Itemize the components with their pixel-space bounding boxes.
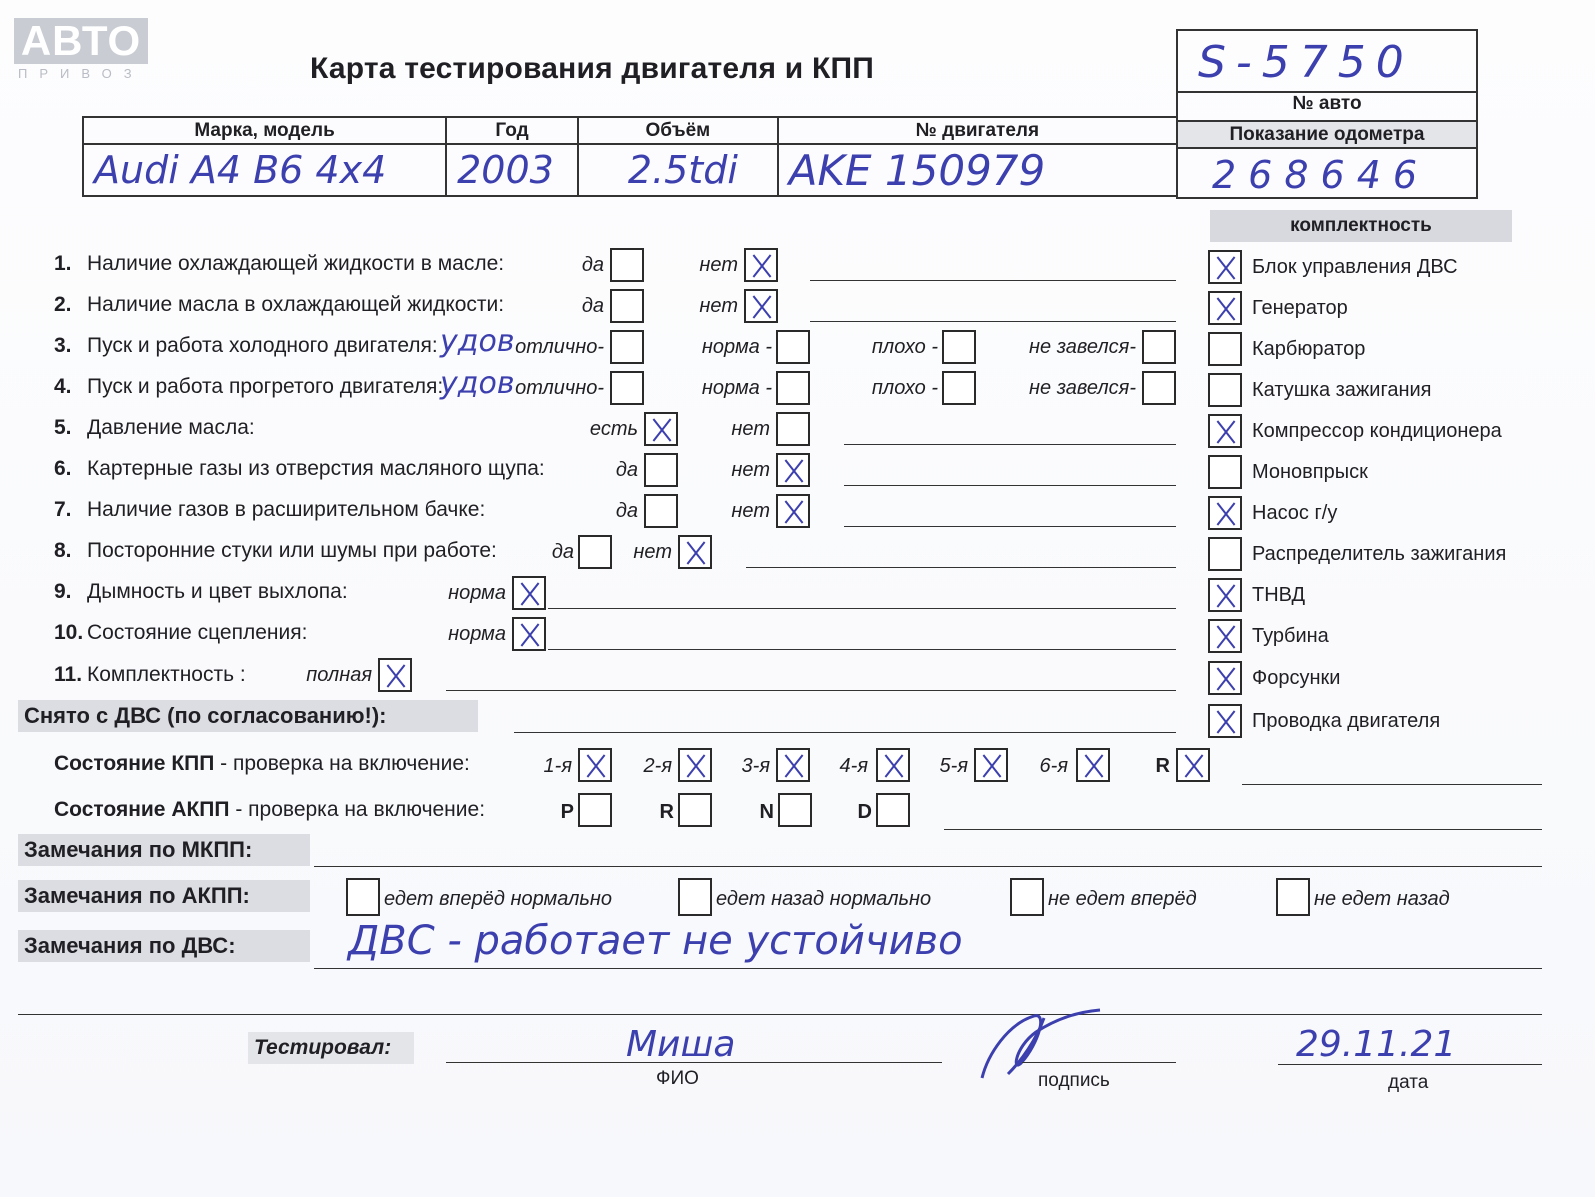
gear-label: 5-я xyxy=(939,755,968,777)
item-3-bad-checkbox[interactable] xyxy=(942,330,976,364)
logo-main-text: АВТО xyxy=(14,18,148,64)
ignition-coil-checkbox[interactable] xyxy=(1208,373,1242,407)
power-steering-pump-checkbox[interactable] xyxy=(1208,496,1242,530)
item-7-no-checkbox[interactable] xyxy=(776,494,810,528)
option-label: нет xyxy=(731,459,770,481)
ac-compressor-checkbox[interactable] xyxy=(1208,414,1242,448)
akpp-row-label xyxy=(54,798,485,822)
signature-line xyxy=(1022,1062,1176,1063)
odometer-handwritten: 268646 xyxy=(1212,153,1430,197)
gear-label: 1-я xyxy=(543,755,572,777)
injectors-checkbox[interactable] xyxy=(1208,661,1242,695)
write-line xyxy=(844,526,1176,527)
mode-label: P xyxy=(560,801,574,823)
mode-p-checkbox[interactable] xyxy=(578,793,612,827)
power-steering-pump-label: Насос г/у xyxy=(1252,502,1338,524)
item-text: Наличие масла в охлаждающей жидкости: xyxy=(87,293,505,316)
car-number-handwritten: S-5750 xyxy=(1198,37,1414,88)
write-line xyxy=(844,444,1176,445)
gear-label: 3-я xyxy=(741,755,770,777)
item-text: Дымность и цвет выхлопа: xyxy=(87,580,348,603)
item-text: Наличие охлаждающей жидкости в масле: xyxy=(87,252,505,275)
vehicle-info-table xyxy=(82,116,1178,197)
item-number: 10. xyxy=(54,621,84,644)
option-label: да xyxy=(615,500,638,522)
item-number: 1. xyxy=(54,252,72,275)
akpp-option-label: не едет назад xyxy=(1314,888,1450,910)
mode-r-checkbox[interactable] xyxy=(678,793,712,827)
gear-label: 4-я xyxy=(839,755,868,777)
option-label: нет xyxy=(731,500,770,522)
akpp-option-label: не едет вперёд xyxy=(1048,888,1197,910)
odometer-label: Показание одометра xyxy=(1178,122,1476,147)
gear-1-checkbox[interactable] xyxy=(578,748,612,782)
engine-wiring-checkbox[interactable] xyxy=(1208,704,1242,738)
engine-number-handwritten: AKE 150979 xyxy=(778,144,1177,196)
item-7-yes-checkbox[interactable] xyxy=(644,494,678,528)
mode-label: R xyxy=(659,801,674,823)
write-line xyxy=(844,485,1176,486)
write-line xyxy=(810,321,1176,322)
akpp-forward-normal-checkbox[interactable] xyxy=(346,878,380,916)
item-text: Посторонние стуки или шумы при работе: xyxy=(87,539,497,562)
dvs-remarks-line-2 xyxy=(18,1014,1542,1015)
option-label: не завелся- xyxy=(1029,377,1136,399)
item-number: 2. xyxy=(54,293,72,316)
ac-compressor-label: Компрессор кондиционера xyxy=(1252,420,1502,442)
item-text: Давление масла: xyxy=(87,416,255,439)
item-6-no-checkbox[interactable] xyxy=(776,453,810,487)
gear-label: R xyxy=(1155,755,1170,777)
gear-6-checkbox[interactable] xyxy=(1076,748,1110,782)
gear-2-checkbox[interactable] xyxy=(678,748,712,782)
kpp-label-rest: - проверка на включение: xyxy=(214,752,470,775)
mkpp-remarks-label: Замечания по МКПП: xyxy=(18,834,310,866)
item-text: Наличие газов в расширительном бачке: xyxy=(87,498,486,521)
gear-label: 6-я xyxy=(1039,755,1068,777)
year-label: Год xyxy=(446,117,578,144)
option-label: да xyxy=(581,254,604,276)
mono-injection-checkbox[interactable] xyxy=(1208,455,1242,489)
turbo-checkbox[interactable] xyxy=(1208,619,1242,653)
gear-r-checkbox[interactable] xyxy=(1176,748,1210,782)
akpp-label-bold: Состояние АКПП xyxy=(54,798,230,821)
kpp-line xyxy=(1242,784,1542,785)
date-line xyxy=(1278,1064,1542,1065)
volume-label: Объём xyxy=(578,117,778,144)
akpp-label-rest: - проверка на включение: xyxy=(229,798,486,821)
gear-4-checkbox[interactable] xyxy=(876,748,910,782)
mode-n-checkbox[interactable] xyxy=(778,793,812,827)
option-label: отлично- xyxy=(515,336,604,358)
kpp-row-label xyxy=(54,752,470,776)
fio-label: ФИО xyxy=(656,1068,699,1089)
injection-pump-checkbox[interactable] xyxy=(1208,578,1242,612)
option-label: полная xyxy=(306,664,372,686)
item-4-handwritten: удов xyxy=(440,366,515,401)
injection-pump-label: ТНВД xyxy=(1252,584,1306,606)
car-number-box xyxy=(1176,29,1478,199)
logo-sub-text: ПРИВОЗ xyxy=(18,66,144,81)
distributor-checkbox[interactable] xyxy=(1208,537,1242,571)
item-3-normal-checkbox[interactable] xyxy=(776,330,810,364)
item-3-not-started-checkbox[interactable] xyxy=(1142,330,1176,364)
item-text: Картерные газы из отверстия масляного щупа: xyxy=(87,457,545,480)
item-1-no-checkbox[interactable] xyxy=(744,248,778,282)
write-line xyxy=(746,567,1176,568)
option-label: нет xyxy=(633,541,672,563)
option-label: есть xyxy=(589,418,638,440)
carburetor-label: Карбюратор xyxy=(1252,338,1366,360)
item-8-yes-checkbox[interactable] xyxy=(578,535,612,569)
item-4-excellent-checkbox[interactable] xyxy=(610,371,644,405)
generator-label: Генератор xyxy=(1252,297,1348,319)
option-label: норма - xyxy=(701,336,772,358)
dvs-remarks-label: Замечания по ДВС: xyxy=(18,930,310,962)
item-number: 8. xyxy=(54,539,72,562)
item-6-yes-checkbox[interactable] xyxy=(644,453,678,487)
fio-line xyxy=(446,1062,942,1063)
gear-5-checkbox[interactable] xyxy=(974,748,1008,782)
option-label: плохо - xyxy=(871,336,938,358)
option-label: да xyxy=(615,459,638,481)
item-9-normal-checkbox[interactable] xyxy=(512,576,546,610)
item-number: 3. xyxy=(54,334,72,357)
item-number: 6. xyxy=(54,457,72,480)
distributor-label: Распределитель зажигания xyxy=(1252,543,1507,565)
carburetor-checkbox[interactable] xyxy=(1208,332,1242,366)
signature-label: подпись xyxy=(1038,1070,1110,1091)
gear-label: 2-я xyxy=(643,755,672,777)
item-text: Пуск и работа холодного двигателя: xyxy=(87,334,438,357)
tested-by-label: Тестировал: xyxy=(248,1032,414,1064)
item-3-handwritten: удов xyxy=(440,324,515,359)
option-label: да xyxy=(551,541,574,563)
item-4-not-started-checkbox[interactable] xyxy=(1142,371,1176,405)
volume-handwritten: 2.5tdi xyxy=(578,144,778,196)
removed-parts-label: Снято с ДВС (по согласованию!): xyxy=(18,700,478,732)
option-label: плохо - xyxy=(871,377,938,399)
mode-d-checkbox[interactable] xyxy=(876,793,910,827)
akpp-remarks-label: Замечания по АКПП: xyxy=(18,880,310,912)
year-handwritten: 2003 xyxy=(446,144,578,196)
item-1-yes-checkbox[interactable] xyxy=(610,248,644,282)
mode-label: D xyxy=(857,801,872,823)
mode-label: N xyxy=(759,801,774,823)
option-label: норма - xyxy=(701,377,772,399)
akpp-back-normal-checkbox[interactable] xyxy=(678,878,712,916)
akpp-line xyxy=(944,829,1542,830)
avtoprivoz-logo xyxy=(14,18,148,84)
option-label: нет xyxy=(699,254,738,276)
option-label: нет xyxy=(731,418,770,440)
brand-label: Марка, модель xyxy=(83,117,446,144)
item-4-normal-checkbox[interactable] xyxy=(776,371,810,405)
item-text: Пуск и работа прогретого двигателя: xyxy=(87,375,444,398)
item-text: Комплектность : xyxy=(87,663,246,686)
mkpp-remarks-line xyxy=(314,866,1542,867)
turbo-label: Турбина xyxy=(1252,625,1329,647)
akpp-option-label: едет назад нормально xyxy=(716,888,932,910)
option-label: норма xyxy=(448,582,506,604)
item-number: 11. xyxy=(54,663,83,686)
dvs-remarks-line xyxy=(314,968,1542,969)
akpp-option-label: едет вперёд нормально xyxy=(384,888,613,910)
engine-wiring-label: Проводка двигателя xyxy=(1252,710,1441,732)
completeness-header: комплектность xyxy=(1210,210,1512,242)
date-handwritten: 29.11.21 xyxy=(1296,1024,1457,1065)
ignition-coil-label: Катушка зажигания xyxy=(1252,379,1432,401)
date-label: дата xyxy=(1388,1072,1429,1093)
ecu-checkbox[interactable] xyxy=(1208,250,1242,284)
write-line xyxy=(810,280,1176,281)
write-line xyxy=(548,608,1176,609)
item-5-no-checkbox[interactable] xyxy=(776,412,810,446)
option-label: отлично- xyxy=(515,377,604,399)
ecu-label: Блок управления ДВС xyxy=(1252,256,1458,278)
item-3-excellent-checkbox[interactable] xyxy=(610,330,644,364)
engine-number-label: № двигателя xyxy=(778,117,1177,144)
item-11-full-checkbox[interactable] xyxy=(378,658,412,692)
akpp-no-back-checkbox[interactable] xyxy=(1276,878,1310,916)
brand-handwritten: Audi A4 B6 4x4 xyxy=(83,144,446,196)
item-number: 7. xyxy=(54,498,72,521)
item-4-bad-checkbox[interactable] xyxy=(942,371,976,405)
generator-checkbox[interactable] xyxy=(1208,291,1242,325)
item-text: Состояние сцепления: xyxy=(87,621,308,644)
gear-3-checkbox[interactable] xyxy=(776,748,810,782)
removed-parts-line xyxy=(514,732,1176,733)
car-number-label: № авто xyxy=(1292,93,1362,114)
item-2-yes-checkbox[interactable] xyxy=(610,289,644,323)
write-line xyxy=(446,690,1176,691)
option-label: не завелся- xyxy=(1029,336,1136,358)
item-2-no-checkbox[interactable] xyxy=(744,289,778,323)
write-line xyxy=(548,649,1176,650)
akpp-no-forward-checkbox[interactable] xyxy=(1010,878,1044,916)
option-label: норма xyxy=(448,623,506,645)
page-title: Карта тестирования двигателя и КПП xyxy=(310,52,874,85)
item-number: 9. xyxy=(54,580,72,603)
kpp-label-bold: Состояние КПП xyxy=(54,752,215,775)
item-number: 5. xyxy=(54,416,72,439)
option-label: нет xyxy=(699,295,738,317)
injectors-label: Форсунки xyxy=(1252,667,1341,689)
item-number: 4. xyxy=(54,375,72,398)
item-8-no-checkbox[interactable] xyxy=(678,535,712,569)
item-5-yes-checkbox[interactable] xyxy=(644,412,678,446)
tester-name-handwritten: Миша xyxy=(626,1024,736,1065)
item-10-normal-checkbox[interactable] xyxy=(512,617,546,651)
mono-injection-label: Моновпрыск xyxy=(1252,461,1368,483)
dvs-remarks-handwritten: ДВС - работает не устойчиво xyxy=(348,918,963,964)
option-label: да xyxy=(581,295,604,317)
